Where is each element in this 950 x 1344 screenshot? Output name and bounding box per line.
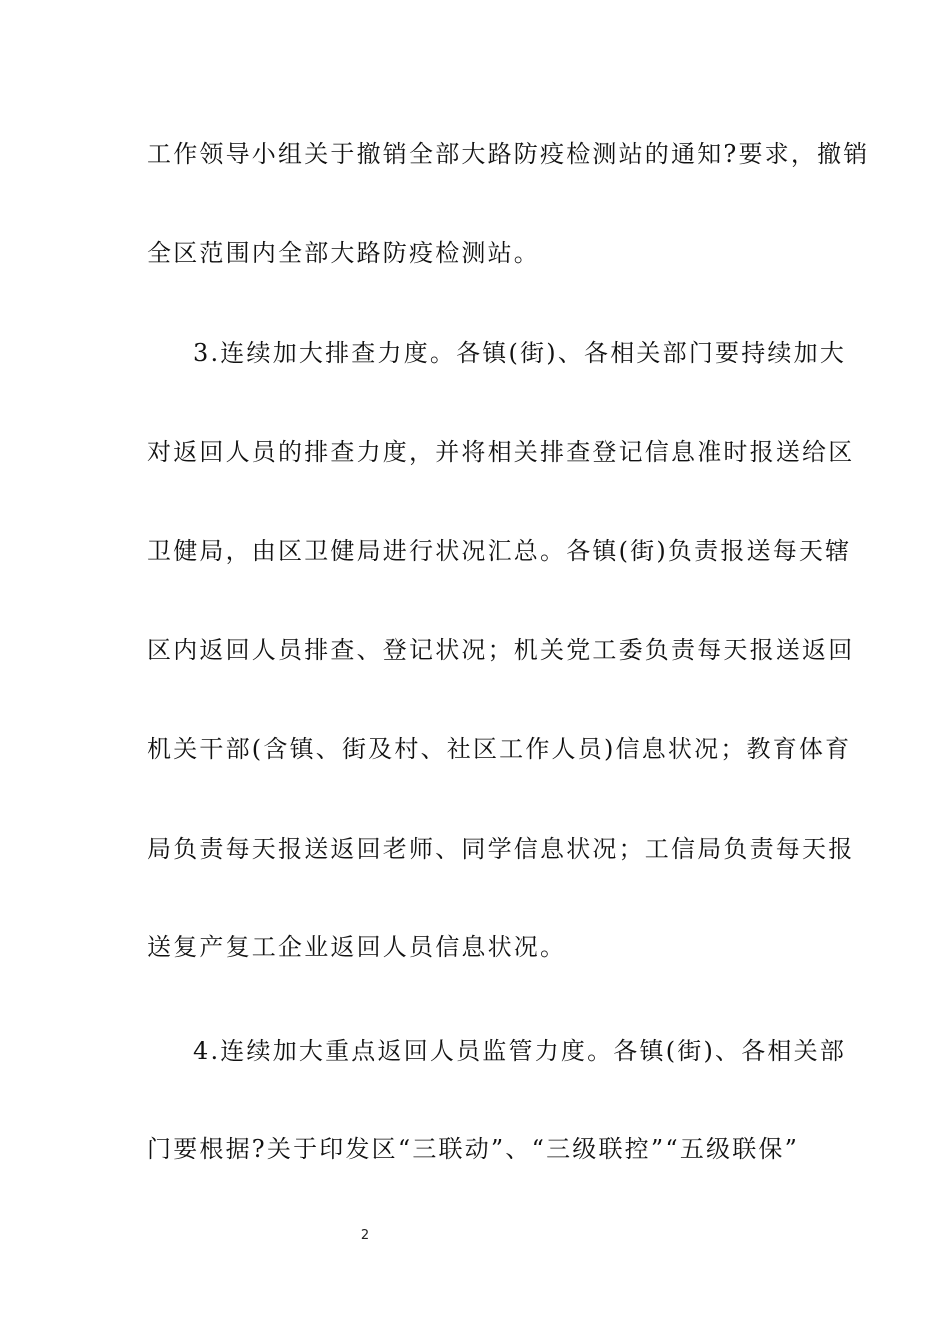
text-line-2: 全区范围内全部大路防疫检测站。 xyxy=(147,239,540,267)
text-line-6: 区内返回人员排查、登记状况；机关党工委负责每天报送返回 xyxy=(147,636,855,664)
text-line-4: 对返回人员的排查力度，并将相关排查登记信息准时报送给区 xyxy=(147,438,855,466)
text-line-10: 4.连续加大重点返回人员监管力度。各镇(街)、各相关部 xyxy=(193,1037,847,1065)
text-line-1: 工作领导小组关于撤销全部大路防疫检测站的通知?要求，撤销 xyxy=(147,140,870,168)
text-line-11: 门要根据?关于印发区“三联动”、“三级联控”“五级联保” xyxy=(147,1135,800,1163)
text-line-9: 送复产复工企业返回人员信息状况。 xyxy=(147,933,567,961)
text-line-5: 卫健局，由区卫健局进行状况汇总。各镇(街)负责报送每天辖 xyxy=(147,537,852,565)
page-number: 2 xyxy=(360,1228,370,1243)
text-line-8: 局负责每天报送返回老师、同学信息状况；工信局负责每天报 xyxy=(147,835,855,863)
text-line-3: 3.连续加大排查力度。各镇(街)、各相关部门要持续加大 xyxy=(193,339,847,367)
text-line-7: 机关干部(含镇、街及村、社区工作人员)信息状况；教育体育 xyxy=(147,735,852,763)
